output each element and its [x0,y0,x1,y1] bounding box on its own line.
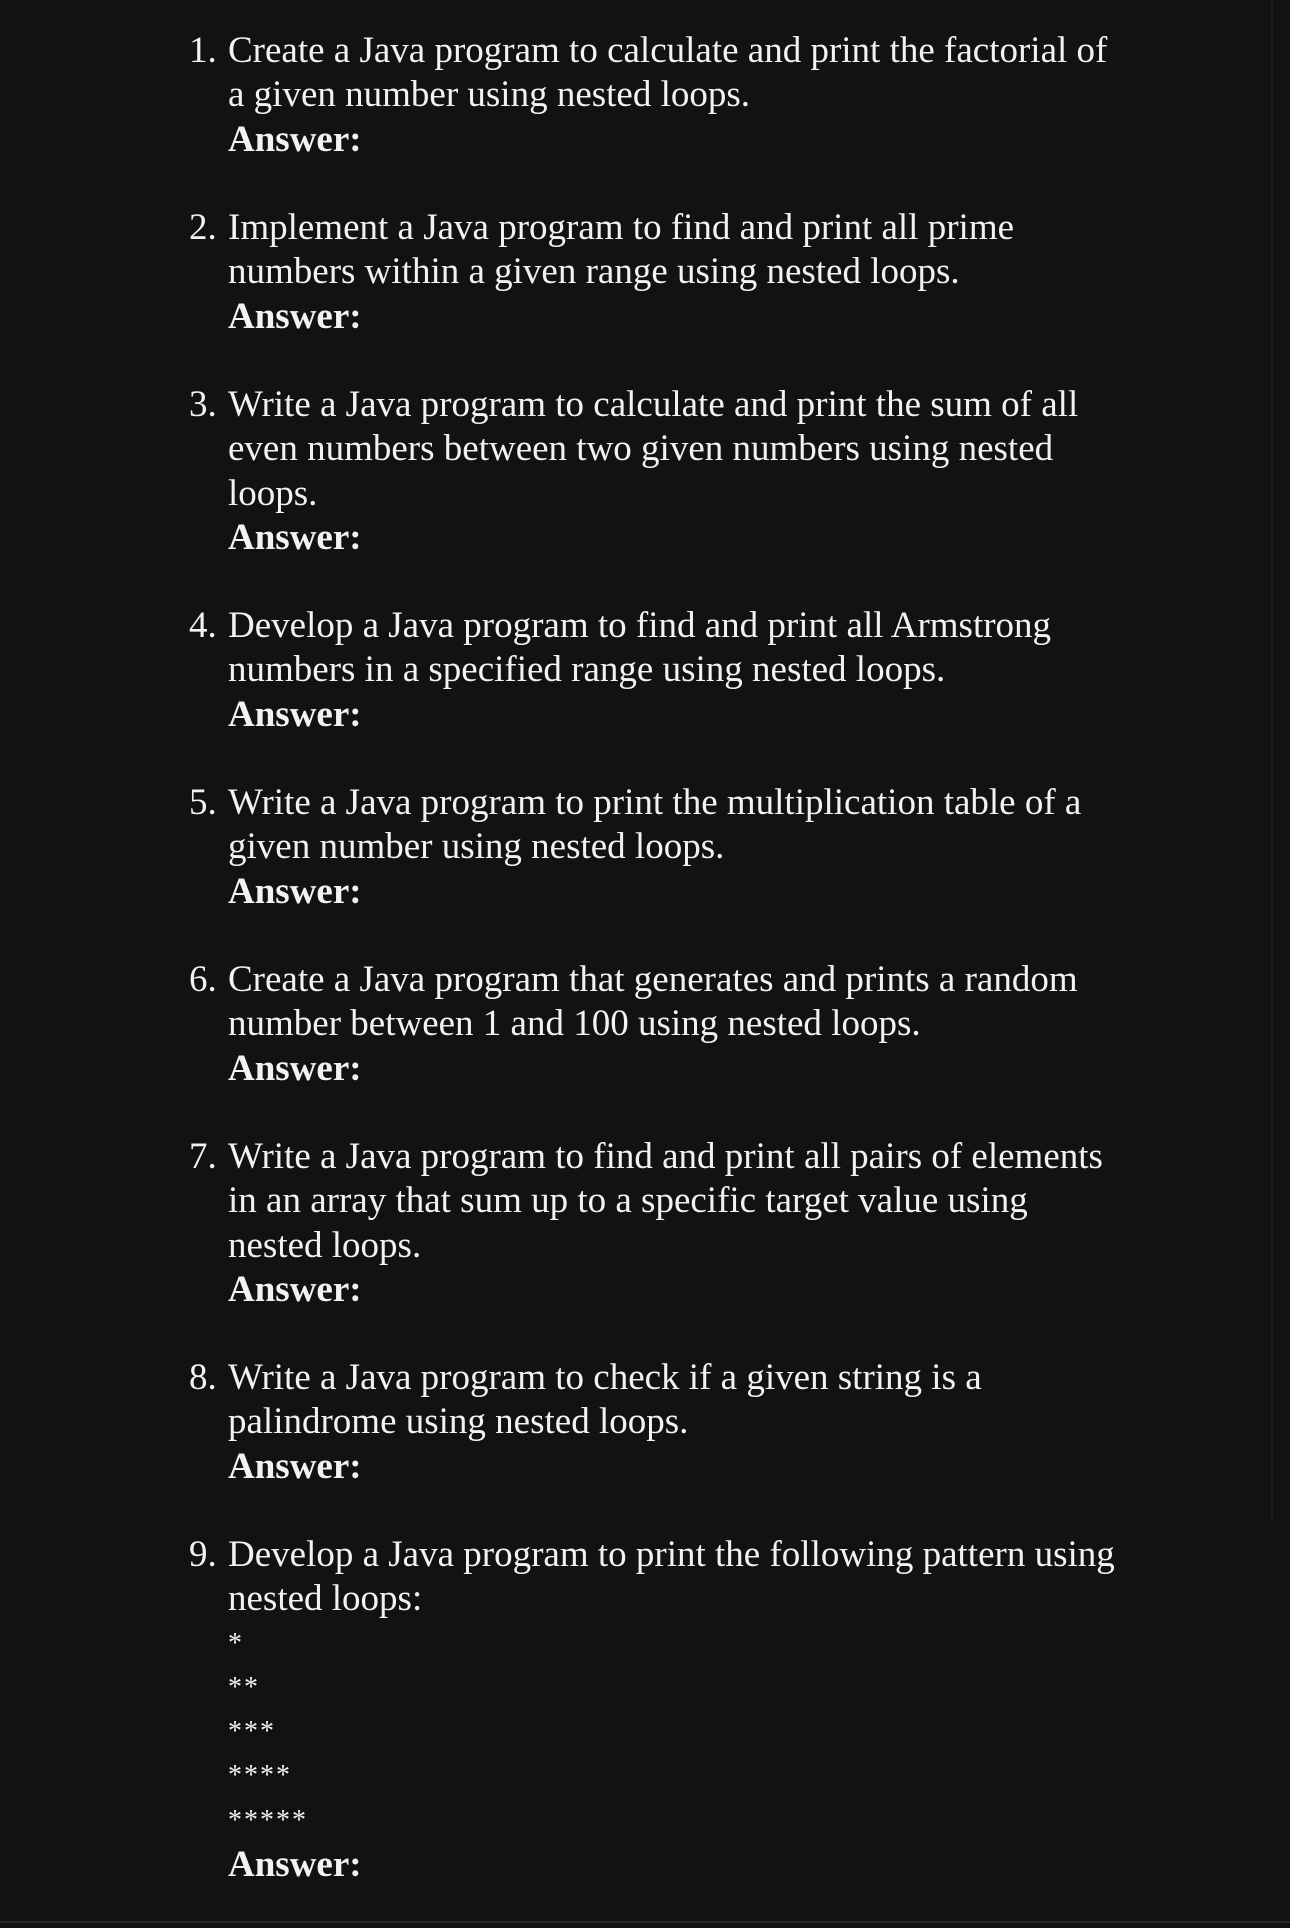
question-text: Develop a Java program to find and print all Armstrong [228,605,1052,646]
question-number: 4. [189,605,217,646]
question-text: Create a Java program that generates and prints a random [228,959,1078,1000]
answer-label: Answer: [228,1844,362,1886]
question-text-continuation: even numbers between two given numbers using nested [228,428,1054,470]
pattern-row: ***** [228,1804,308,1836]
question-number: 6. [189,959,217,1000]
question-text-continuation: palindrome using nested loops. [228,1401,689,1443]
answer-label: Answer: [228,118,362,160]
question-9 [189,1533,1149,1887]
star-pattern [189,1622,1149,1843]
question-number: 9. [189,1534,217,1575]
question-number: 2. [189,207,217,248]
question-5 [189,781,1149,914]
question-number: 8. [189,1357,217,1398]
question-text-continuation: number between 1 and 100 using nested loops. [228,1003,921,1045]
question-text-continuation: loops. [228,472,318,514]
question-7 [189,1135,1149,1312]
question-text: Write a Java program to print the multiplication table of a [228,782,1082,823]
question-text-continuation: a given number using nested loops. [228,74,751,116]
question-number: 1. [189,30,217,71]
question-text: Write a Java program to find and print all pairs of elements [228,1136,1103,1177]
question-text: Develop a Java program to print the following pattern using [228,1534,1115,1575]
question-3 [189,383,1149,560]
question-text-continuation: nested loops. [228,1224,422,1266]
question-1 [189,29,1149,162]
answer-label: Answer: [228,870,362,912]
pattern-row: * [228,1627,244,1659]
question-4 [189,604,1149,737]
question-text-continuation: nested loops: [228,1578,423,1620]
question-number: 7. [189,1136,217,1177]
pattern-row: *** [228,1716,276,1748]
question-text-continuation: in an array that sum up to a specific target value using [228,1180,1028,1222]
answer-label: Answer: [228,1268,362,1310]
question-6 [189,958,1149,1091]
question-8 [189,1356,1149,1489]
pattern-row: **** [228,1760,292,1792]
answer-label: Answer: [228,1445,362,1487]
question-text-continuation: given number using nested loops. [228,826,725,868]
question-text: Implement a Java program to find and print all prime [228,207,1015,248]
question-text: Write a Java program to check if a given string is a [228,1357,982,1398]
answer-label: Answer: [228,693,362,735]
question-2 [189,206,1149,339]
scrollbar-track [1271,0,1273,1520]
answer-label: Answer: [228,1047,362,1089]
question-number: 5. [189,782,217,823]
question-number: 3. [189,384,217,425]
question-text: Create a Java program to calculate and print the factorial of [228,30,1108,71]
answer-label: Answer: [228,516,362,558]
question-text: Write a Java program to calculate and print the sum of all [228,384,1079,425]
question-text-continuation: numbers in a specified range using nested loops. [228,649,946,691]
answer-label: Answer: [228,295,362,337]
pattern-row: ** [228,1671,260,1703]
question-text-continuation: numbers within a given range using nested loops. [228,251,960,293]
divider [0,1921,1290,1923]
